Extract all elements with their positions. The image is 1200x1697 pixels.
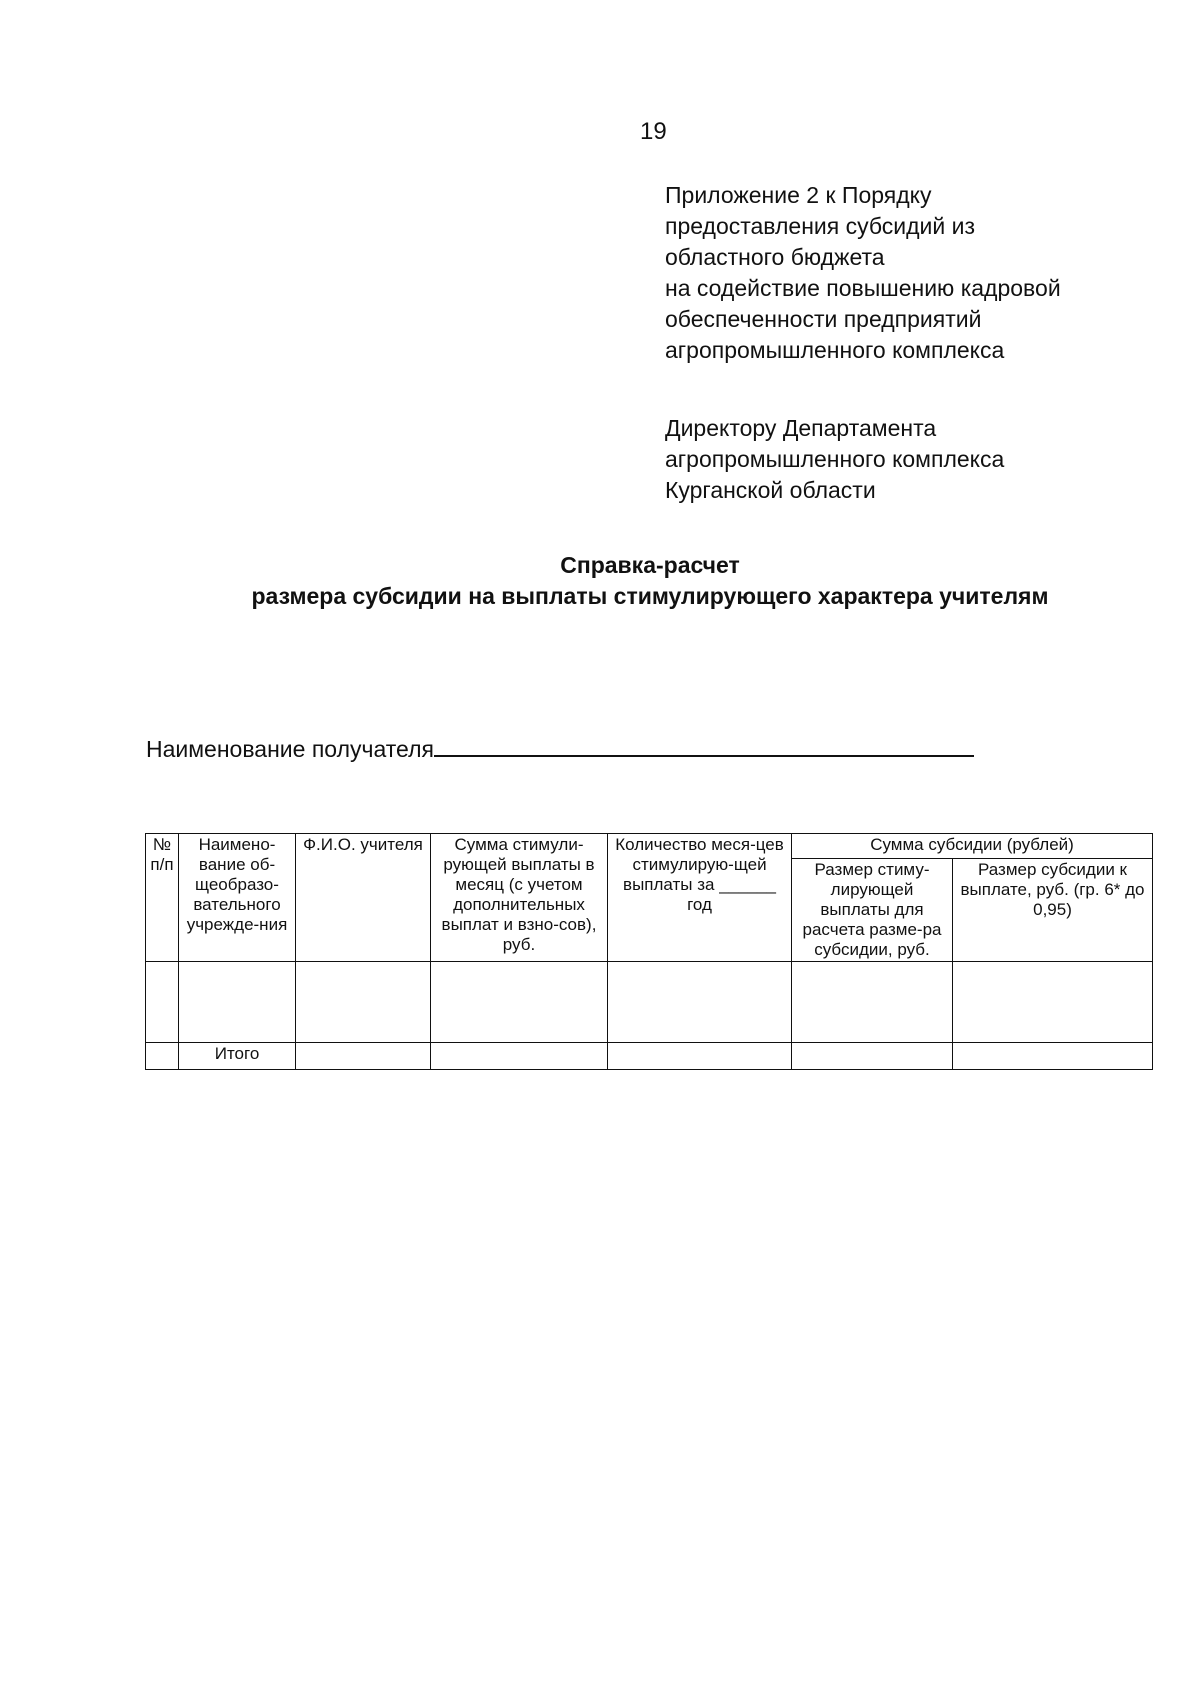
table-cell[interactable] [953, 962, 1153, 1043]
addressee-block [665, 413, 1004, 506]
table-cell[interactable] [431, 962, 608, 1043]
header-num: № п/п [146, 834, 179, 962]
addressee-line: агропромышленного комплекса [665, 446, 1005, 472]
header-monthly-sum: Сумма стимули-рующей выплаты в месяц (с учетом дополнительных выплат и взно-сов), руб. [431, 834, 608, 962]
table-row [146, 962, 1153, 1043]
table-cell [146, 1043, 179, 1070]
table-cell[interactable] [431, 1043, 608, 1070]
recipient-field [146, 733, 974, 763]
header-subsidy-group: Сумма субсидии (рублей) [792, 834, 1153, 859]
appendix-line: предоставления субсидий из [665, 213, 976, 239]
recipient-label: Наименование получателя [146, 736, 434, 762]
appendix-line: областного бюджета [665, 244, 885, 270]
table-cell[interactable] [608, 1043, 792, 1070]
appendix-block [665, 180, 1061, 366]
header-months: Количество меся-цев стимулирую-щей выплаты за ______ год [608, 834, 792, 962]
header-fio: Ф.И.О. учителя [296, 834, 431, 962]
title-line-1: Справка-расчет [560, 552, 740, 578]
page-number: 19 [640, 118, 667, 145]
header-subsidy-payout: Размер субсидии к выплате, руб. (гр. 6* до 0,95) [953, 859, 1153, 962]
table-cell[interactable] [792, 1043, 953, 1070]
table-cell[interactable] [792, 962, 953, 1043]
table-cell[interactable] [953, 1043, 1153, 1070]
header-subsidy-calc: Размер стиму-лирующей выплаты для расчета разме-ра субсидии, руб. [792, 859, 953, 962]
addressee-line: Курганской области [665, 477, 876, 503]
table-cell[interactable] [179, 962, 296, 1043]
header-institution: Наимено-вание об-щеобразо-вательного учрежде-ния [179, 834, 296, 962]
title-line-2: размера субсидии на выплаты стимулирующего характера учителям [251, 583, 1049, 609]
calculation-table [145, 833, 1153, 1070]
appendix-line: на содействие повышению кадровой [665, 275, 1061, 301]
total-row [146, 1043, 1153, 1070]
table-cell[interactable] [146, 962, 179, 1043]
total-label: Итого [179, 1043, 296, 1070]
appendix-line: агропромышленного комплекса [665, 337, 1005, 363]
table-cell[interactable] [608, 962, 792, 1043]
table-cell[interactable] [296, 1043, 431, 1070]
appendix-line: Приложение 2 к Порядку [665, 182, 932, 208]
recipient-blank-line[interactable] [434, 733, 974, 757]
appendix-line: обеспеченности предприятий [665, 306, 982, 332]
document-title [0, 550, 1200, 612]
addressee-line: Директору Департамента [665, 415, 937, 441]
table-cell[interactable] [296, 962, 431, 1043]
